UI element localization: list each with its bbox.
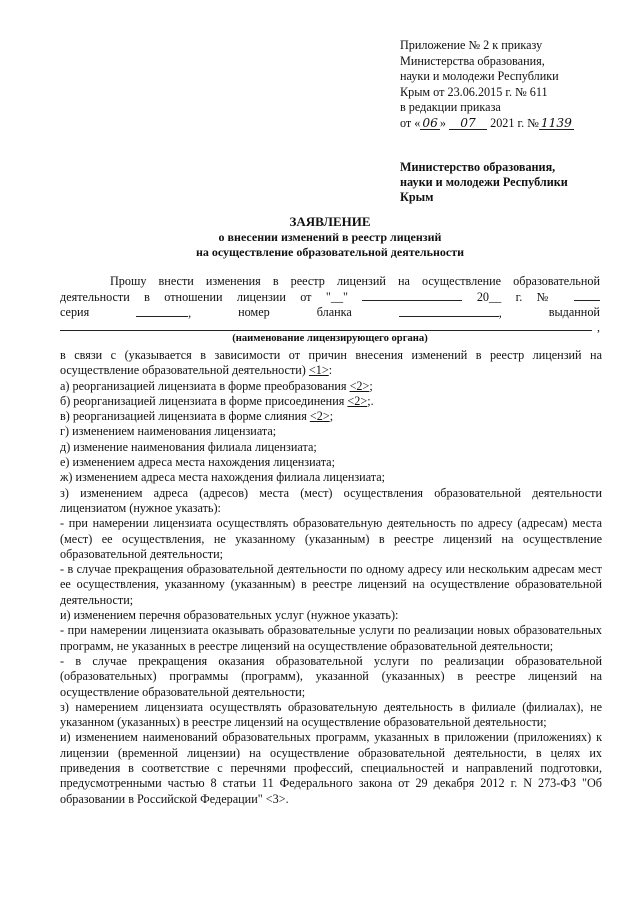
footnote-ref[interactable]: <2> [309, 409, 330, 424]
license-number-blank[interactable] [574, 289, 600, 301]
appendix-line: Министерства образования, [400, 53, 545, 68]
request-line: деятельности в отношении лицензии от "__" 20__ г. № [60, 289, 600, 305]
reasons-list [60, 348, 602, 807]
addressee-block [400, 160, 620, 205]
license-date-blank[interactable] [362, 289, 462, 301]
request-paragraph [60, 274, 600, 321]
title-sub: на осуществление образовательной деятельности [195, 245, 465, 259]
addressee-line: Министерство образования, [400, 160, 556, 174]
list-item: а) реорганизацией лицензиата в форме преобразования <2>; [60, 378, 373, 393]
addressee-line: науки и молодежи Республики [400, 175, 568, 189]
form-number-blank[interactable] [399, 305, 499, 317]
list-item: е) изменением адреса места нахождения лицензиата; [60, 455, 335, 470]
footnote-ref[interactable]: <2> [349, 378, 370, 393]
appendix-header [400, 38, 620, 132]
licensing-organ-field[interactable]: , (наименование лицензирующего органа) [60, 330, 600, 344]
handwritten-order-number: 1139 [540, 115, 572, 130]
list-item: д) изменение наименования филиала лицензиата; [60, 439, 317, 454]
list-item: ж) изменением адреса места нахождения филиала лицензиата; [60, 470, 386, 485]
title-main: ЗАЯВЛЕНИЕ [289, 214, 371, 229]
list-item: б) реорганизацией лицензиата в форме присоединения <2>;. [60, 393, 374, 408]
series-blank[interactable] [136, 305, 188, 317]
organ-caption: (наименование лицензирующего органа) [232, 333, 428, 344]
footnote-ref[interactable]: <1> [308, 363, 329, 378]
appendix-line: в редакции приказа [400, 100, 501, 115]
intro-text: в связи с (указывается в зависимости от причин внесения изменений в реестр лицензий на осуществление образовательной деятельности) <1>: [60, 348, 602, 378]
footnote-ref[interactable]: <2> [347, 393, 368, 408]
list-subitem: - при намерении лицензиата оказывать образовательные услуги по реализации новых образовательных программ, не указанных в реестре лицензий на осуществление образовательной деятельности; [60, 623, 602, 653]
list-subitem: - в случае прекращения оказания образовательной услуги по реализации образовательной (образовательных) программы (программ), указанной (указанных) в реестре лицензий на осуществление образовательной деятельности; [60, 653, 602, 699]
appendix-line: Крым от 23.06.2015 г. № 611 [400, 84, 548, 99]
request-line: серия , номер бланка , выданной [60, 305, 600, 320]
list-subitem: - при намерении лицензиата осуществлять образовательную деятельность по адресу (адресам) места (мест) ее осуществления, не указанному (указанным) в реестре лицензий на осуществление образовательной деятельности; [60, 516, 602, 561]
list-item: и) изменением наименований образовательных программ, указанных в приложении (приложениях) к лицензии (временной лицензии) на осуществление образовательной деятельности, в целях их приведения в соответствие с перечнями профессий, специальностей и направлений подготовки, предусмотренными частью 8 статьи 11 Федерального закона от 29 декабря 2012 г. N 273-ФЗ "Об образовании в Российской Федерации" <3>. [60, 730, 602, 806]
edition-line: от « 06 » 07 2021 г. № 1139 [400, 115, 572, 130]
list-subitem: - в случае прекращения образовательной деятельности по одному адресу или нескольким адресам мест ее осуществления, указанному (указанным) в реестре лицензий на осуществление образовательной деятельности; [60, 562, 602, 607]
handwritten-day: 06 [422, 115, 438, 130]
addressee-line: Крым [400, 190, 434, 204]
appendix-line: Приложение № 2 к приказу [400, 38, 543, 52]
organ-underline [60, 330, 592, 331]
request-line: Прошу внести изменения в реестр лицензий на осуществление образовательной [110, 274, 600, 288]
list-item: з) намерением лицензиата осуществлять образовательную деятельность в филиале (филиалах), не указанном (указанных) в реестре лицензий на осуществление образовательной деятельности; [60, 699, 602, 730]
list-item: в) реорганизацией лицензиата в форме слияния <2>; [60, 409, 334, 424]
appendix-line: науки и молодежи Республики [400, 69, 559, 84]
list-item: г) изменением наименования лицензиата; [60, 424, 277, 439]
list-item: и) изменением перечня образовательных услуг (нужное указать): [60, 608, 399, 623]
handwritten-month: 07 [449, 117, 487, 130]
list-item: з) изменением адреса (адресов) места (мест) осуществления образовательной деятельности лицензиатом (нужное указать): [60, 485, 602, 515]
title-sub: о внесении изменений в реестр лицензий [218, 230, 442, 244]
document-title [60, 214, 600, 260]
